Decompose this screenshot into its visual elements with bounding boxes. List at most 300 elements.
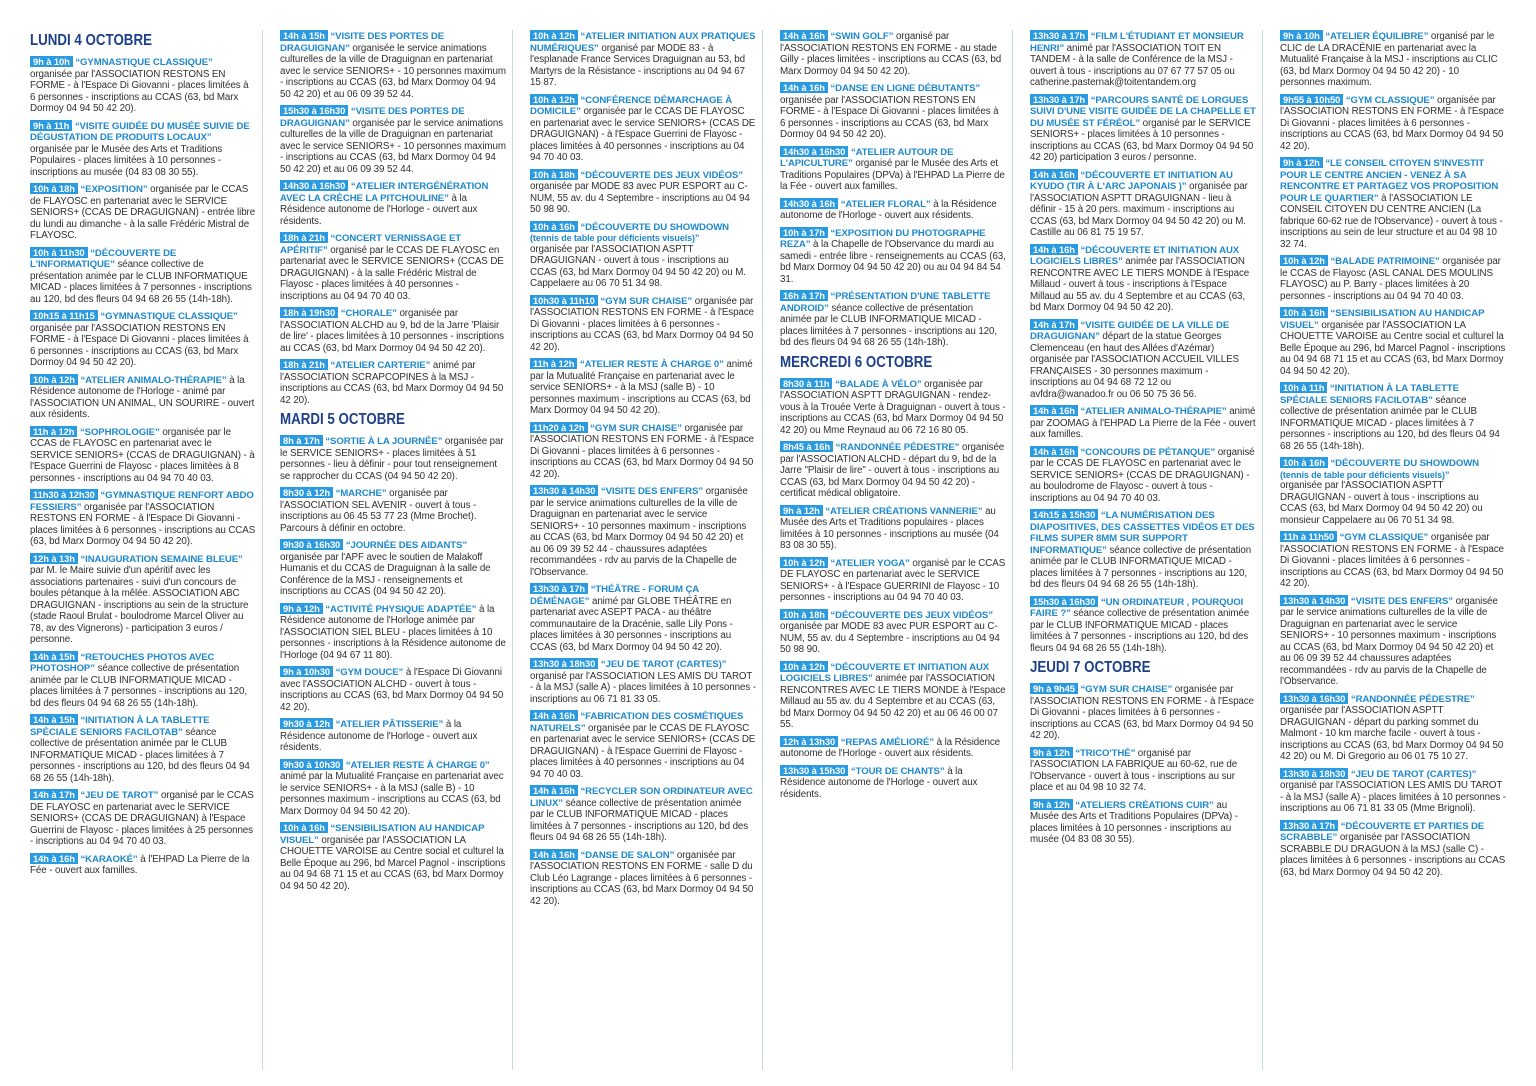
column-divider xyxy=(1012,30,1013,1070)
event-description: organisée par MODE 83 avec PUR ESPORT au C-NUM, 55 av. du 4 Septembre - inscriptions au 04 94 50 98 90. xyxy=(780,621,1000,655)
event-title: “RETOUCHES PHOTOS AVEC PHOTOSHOP” xyxy=(30,651,215,674)
event-description: séance collective de présentation animée par le CLUB INFORMATIQUE MICAD - places limitées à 7 personnes - inscriptions au 120, bd des fleurs 04 94 68 26 55 (14h-18h). xyxy=(30,259,252,305)
event-title: “GYMNASTIQUE CLASSIQUE” xyxy=(100,311,238,322)
event-title: “DÉCOUVERTE ET INITIATION AUX LOGICIELS LIBRES” xyxy=(780,661,990,684)
event-item xyxy=(1280,157,1506,250)
event-item xyxy=(780,378,1006,437)
event-item xyxy=(530,169,756,216)
event-title: “JEU DE TAROT (CARTES)” xyxy=(600,659,727,670)
time-badge: 13h30 à 18h30 xyxy=(1280,768,1348,779)
event-title: “ATELIER INTERGÉNÉRATION AVEC LA CRÈCHE LA PITCHOULINE” xyxy=(280,181,489,204)
event-description: organisée par l'ASSOCIATION SCRABBLE DU DRAGUON à la MSJ (salle C) - places limitées à 6 personnes - inscriptions au CCAS (63, bd Marx Dormoy 04 94 50 42 20). xyxy=(1280,832,1506,878)
event-title: “INITIATION À LA TABLETTE SPÉCIALE SENIORS FACILOTAB” xyxy=(30,715,210,738)
event-description: organisée par le CCAS de FLAYOSC en partenariat avec le SERVICE SENIORS+ (CCAS DE DRAGUIGNAN) - entrée libre du lundi au dimanche - à la salle Frédéric Mistral de FLAYOSC. xyxy=(30,184,256,241)
schedule-column xyxy=(1022,30,1256,1070)
event-title: “GYM SUR CHAISE” xyxy=(600,295,693,307)
event-title: “ATELIER ÉQUILIBRE” xyxy=(1325,31,1429,42)
event-description: organisée par l'ASSOCIATION LA CHOUETTE VAROISE au Centre social et culturel la Belle Époque au 296, bd Marcel Pagnol - inscriptions au 04 94 68 71 15 et au CCAS (63, bd Marx Dormoy 04 94 50 42 20). xyxy=(280,834,506,892)
event-item xyxy=(1030,446,1256,505)
event-description: organisé par le CCAS DE FLAYOSC en partenariat avec le SERVICE SENIORS+ (CCAS DE DRAGUIGNAN) - au boulodrome de Flayosc - ouvert à tous - inscriptions au 04 94 70 40 03. xyxy=(1030,446,1255,504)
event-description: séance collective de présentation animée par le CLUB INFORMATIQUE MICAD - places limitées à 7 personnes - inscriptions au 120, bd des fleurs 04 94 68 26 55 (14h-18h). xyxy=(780,302,997,348)
event-title: “EXPOSITION” xyxy=(80,184,148,195)
time-badge: 10h à 18h xyxy=(530,169,578,180)
event-title: “GYM CLASSIQUE” xyxy=(1339,532,1429,543)
event-item xyxy=(1280,30,1506,89)
event-title: “DÉCOUVERTE DU SHOWDOWN xyxy=(1330,458,1480,469)
time-badge: 18h à 19h30 xyxy=(280,307,338,318)
day-heading: JEUDI 7 OCTOBRE xyxy=(1030,659,1151,676)
event-title: “JEU DE TAROT (CARTES)” xyxy=(1350,768,1477,780)
time-badge: 9h à 10h xyxy=(30,56,73,67)
event-item xyxy=(780,609,1006,656)
time-badge: 12h à 13h xyxy=(30,553,78,564)
event-title: “RANDONNÉE PÉDESTRE” xyxy=(835,442,960,453)
event-title: “ATELIER CARTERIE” xyxy=(330,360,431,371)
event-item xyxy=(1030,683,1256,742)
event-title: “RECYCLER SON ORDINATEUR AVEC LINUX” xyxy=(530,786,753,809)
time-badge: 10h à 16h xyxy=(280,822,328,833)
event-item xyxy=(30,853,256,877)
event-title: “LA NUMÉRISATION DES DIAPOSITIVES, DES CASSETTES VIDÉOS ET DES FILMS SUPER 8MM SUR SUPPORT INFORMATIQUE” xyxy=(1030,510,1255,556)
event-item xyxy=(1030,509,1256,591)
event-item xyxy=(780,736,1006,760)
event-item xyxy=(1280,307,1506,377)
time-badge: 9h à 12h xyxy=(280,603,323,614)
event-description: par M. le Maire suivie d'un apéritif avec les associations partenaires - suivi d'un concours de boules pétanque à la mêlée. ASSOCIATION ABC DRAGUIGNAN - inscriptions au sein de la structure (stade Raoul Brulat - boulodrome Marcel Oliver au 78, av des Vignerons) - participation 3 euros / personne. xyxy=(30,565,249,645)
time-badge: 9h à 12h xyxy=(780,505,823,516)
event-item xyxy=(1280,768,1506,815)
event-description: organisée par l'APF avec le soutien de Malakoff Humanis et du CCAS de Draguignan à la salle de Conférence de la MSJ - renseignements et inscriptions au CCAS (04 94 50 42 20). xyxy=(280,551,491,597)
event-title: “DANSE EN LIGNE DÉBUTANTS” xyxy=(830,83,981,94)
event-description: animé par la Mutualité Française en partenariat avec le service SENIORS+ - à la MSJ (salle B) - 10 personnes maximum - inscriptions au CCAS (63, bd Marx Dormoy 04 94 50 42 20). xyxy=(280,771,504,817)
time-badge: 9h à 9h45 xyxy=(1030,683,1078,694)
event-description: organisé par le CLIC de LA DRACÉNIE en partenariat avec la Mutualité Française à la MSJ - inscriptions au CLIC (63, bd Marx Dormoy 04 94 50 42 20) - 10 personnes maximum. xyxy=(1280,31,1498,88)
event-title: “DÉCOUVERTE ET INITIATION AU KYUDO (TIR À L'ARC JAPONAIS )” xyxy=(1030,169,1233,192)
event-item xyxy=(780,30,1006,77)
event-item xyxy=(530,785,756,844)
time-badge: 11h à 12h xyxy=(30,426,77,437)
event-item xyxy=(530,849,756,908)
time-badge: 13h30 à 15h30 xyxy=(780,765,848,776)
time-badge: 13h30 à 17h xyxy=(1280,820,1338,831)
event-title: “VISITE GUIDÉE DU MUSÉE SUIVIE DE DÉGUSTATION DE PRODUITS LOCAUX” xyxy=(30,120,250,143)
event-description: organisée par le service animations culturelles de la ville de Draguignan en partenariat avec le service SENIORS+ - 10 personnes maximum - inscriptions au CCAS (63, bd Marx Dormoy 04 94 50 42 20) et au 06 09 39 52 44. xyxy=(280,117,506,175)
time-badge: 14h30 à 16h30 xyxy=(280,180,348,191)
event-item xyxy=(280,180,506,227)
event-subtitle: (tennis de table pour déficients visuels)” xyxy=(1280,469,1450,480)
event-description: séance collective de présentation animée par le CLUB INFORMATIQUE MICAD - places limitées à 7 personnes - inscriptions au 120, bd des fleurs 04 94 68 26 55 (14h-18h). xyxy=(530,797,749,843)
event-item xyxy=(530,485,756,578)
time-badge: 15h30 à 16h30 xyxy=(280,105,348,116)
time-badge: 14h à 16h xyxy=(780,82,828,93)
time-badge: 14h30 à 16h30 xyxy=(780,146,848,157)
event-description: organisée par l'ASSOCIATION ASPTT DRAGUIGNAN - rendez-vous à la Trouée Verte à Draguignan - ouvert à tous - inscriptions au CCAS (63, bd Marx Dormoy 04 94 50 42 20) ou Mme Reynaud au 06 72 16 80 05. xyxy=(780,378,1006,436)
event-item xyxy=(1030,30,1256,89)
event-description: séance collective de présentation animée par le CLUB INFORMATIQUE MICAD - places limitées à 7 personnes - inscriptions au 120, bd des fleurs 04 94 68 26 55 (14h-18h). xyxy=(1280,394,1500,452)
time-badge: 10h à 18h xyxy=(780,609,828,620)
event-description: à l'ASSOCIATION LE CONSEIL CITOYEN DU CENTRE ANCIEN (La fabrique 60-62 rue de l'Observance) - ouvert à tous - inscriptions au sein de leur structure et au 04 98 10 32 74. xyxy=(1280,192,1503,250)
time-badge: 18h à 21h xyxy=(280,359,328,370)
event-description: à l'Espace Di Giovanni avec l'ASSOCIATION ALCHD - ouvert à tous - inscriptions au CCAS (63, bd Marx Dormoy 04 94 50 42 20). xyxy=(280,667,504,713)
column-divider xyxy=(762,30,763,1070)
event-description: départ de la statue Georges Clemenceau (en haut des Allées d'Azémar) organisée par l'ASSOCIATION ACCUEIL VILLES FRANÇAISES - 30 personnes maximum - inscriptions au 04 94 68 72 12 ou avfdra@wanadoo.fr ou 06 50 75 36 56. xyxy=(1030,331,1239,400)
event-item xyxy=(280,666,506,713)
event-title: “DÉCOUVERTE DES JEUX VIDÉOS” xyxy=(580,169,743,181)
event-title: “ATELIER FLORAL” xyxy=(840,198,931,210)
time-badge: 10h à 12h xyxy=(530,94,578,105)
column-divider xyxy=(262,30,263,1070)
event-item xyxy=(1030,747,1256,794)
time-badge: 10h à 12h xyxy=(30,374,78,385)
time-badge: 9h à 10h xyxy=(1280,30,1323,41)
event-title: “DÉCOUVERTE DU SHOWDOWN xyxy=(580,221,730,233)
event-description: organisé par le CCAS DE FLAYOSC en partenariat avec le SERVICE SENIORS+ - à l'Espace GUERRINI de Flayosc - 10 personnes - inscriptions au 04 94 70 40 03. xyxy=(780,557,1006,603)
event-item xyxy=(1030,169,1256,239)
event-description: organisée par l'ASSOCIATION RESTONS EN FORME - à l'Espace Di Giovanni - places limitées à 6 personnes - inscriptions au CCAS (63, bd Marx Dormoy 04 94 50 42 20). xyxy=(30,322,249,368)
time-badge: 11h30 à 12h30 xyxy=(30,489,98,500)
event-item xyxy=(530,583,756,653)
event-item xyxy=(30,374,256,421)
event-title: “VISITE GUIDÉE DE LA VILLE DE DRAGUIGNAN” xyxy=(1030,319,1230,342)
event-description: organisée par l'ASSOCIATION RESTONS EN FORME - salle D du Club Léo Lagrange - places limitées à 6 personnes - inscriptions au CCAS (63, bd Marx Dormoy 04 94 50 42 20). xyxy=(530,849,754,907)
event-description: au Musée des Arts et Traditions Populaires (DPVa) - places limitées à 10 personnes - inscriptions au musée (04 83 08 30 55). xyxy=(1030,799,1238,845)
time-badge: 14h à 16h xyxy=(530,710,578,721)
event-description: organisée par l'ASSOCIATION ASPTT DRAGUIGNAN - ouvert à tous - inscriptions au CCAS (63, bd Marx Dormoy 04 94 50 42 20) ou M. Cappelaere au 06 70 51 34 98. xyxy=(530,243,746,289)
event-title: “TRICO'THÉ” xyxy=(1075,747,1136,759)
time-badge: 10h à 16h xyxy=(1280,457,1328,468)
event-item xyxy=(1030,319,1256,401)
time-badge: 9h à 12h xyxy=(1030,799,1073,810)
event-item xyxy=(530,358,756,417)
time-badge: 10h à 12h xyxy=(1280,255,1328,266)
event-description: organisé par l'ASSOCIATION LES AMIS DU TAROT - à la MSJ (salle A) - places limitées à 10 personnes - inscriptions au 06 71 81 33 05. xyxy=(530,670,756,705)
event-item xyxy=(1280,382,1506,452)
event-title: “ATELIER ANIMALO-THÉRAPIE” xyxy=(1080,406,1227,417)
event-description: organisé par MODE 83 - à l'esplanade France Services Draguignan au 53, bd Martyrs de la Résistance - inscriptions au 04 94 67 15 87. xyxy=(530,42,745,88)
event-description: organisée par l'ASSOCIATION RESTONS EN FORME - à l'Espace Di Giovanni - places limitées à 6 personnes - inscriptions au CCAS (63, bd Marx Dormoy 04 94 50 42 20). xyxy=(780,94,999,140)
time-badge: 9h30 à 16h30 xyxy=(280,539,343,550)
event-title: “CHORALE” xyxy=(340,308,397,319)
event-title: “ATELIERS CRÉATIONS CUIR” xyxy=(1075,799,1214,811)
event-title: “GYM SUR CHAISE” xyxy=(590,422,682,434)
event-title: “CONCERT VERNISSAGE ET APÉRITIF” xyxy=(280,233,461,256)
event-description: organisée par le CCAS DE FLAYOSC en partenariat avec le service SENIORS+ (CCAS DE DRAGUIGNAN) - à l'Espace Guerrini de Flayosc - places limitées à 40 personnes - inscriptions au 04 94 70 40 03. xyxy=(530,722,756,780)
event-description: animé par ZOOMAG à l'EHPAD La Pierre de la Fée - ouvert aux familles. xyxy=(1030,406,1256,440)
time-badge: 10h à 16h xyxy=(530,221,578,232)
event-item xyxy=(1030,244,1256,314)
time-badge: 11h à 12h xyxy=(530,358,577,369)
time-badge: 13h30 à 17h xyxy=(1030,94,1088,105)
event-item xyxy=(780,441,1006,500)
time-badge: 10h15 à 11h15 xyxy=(30,310,98,321)
event-title: “DÉCOUVERTE ET INITIATION AUX LOGICIELS LIBRES” xyxy=(1030,244,1240,267)
event-description: séance collective de présentation animée par le CLUB INFORMATIQUE MICAD - places limitées à 7 personnes - inscriptions au 120, bd des fleurs 04 94 68 26 55 (14h-18h). xyxy=(1030,544,1252,590)
event-title: “GYM CLASSIQUE” xyxy=(1345,94,1435,106)
event-description: à la Résidence autonome de l'Horloge - ouvert aux résidents. xyxy=(280,719,478,753)
time-badge: 14h à 15h xyxy=(30,714,78,725)
event-description: organisée par l'ASSOCIATION RESTONS EN FORME - à l'Espace Di Giovanni - places limitées à 6 personnes - inscriptions au CCAS (63, bd Marx Dormoy 04 94 50 42 20). xyxy=(30,68,249,114)
event-description: à la Chapelle de l'Observance du mardi au samedi - entrée libre - renseignements au CCAS (63, bd Marx Dormoy 04 94 50 42 20) ou au 04 94 84 54 31. xyxy=(780,239,1006,285)
event-title: “MARCHE” xyxy=(335,488,387,499)
time-badge: 14h30 à 16h xyxy=(780,198,838,209)
time-badge: 14h à 15h xyxy=(280,30,328,41)
event-item xyxy=(280,603,506,662)
schedule-column xyxy=(1272,30,1506,1070)
event-title: “BALADE PATRIMOINE” xyxy=(1330,256,1440,267)
event-item xyxy=(30,310,256,369)
event-title: “DANSE DE SALON” xyxy=(580,849,675,861)
event-item xyxy=(780,557,1006,604)
event-title: “JOURNÉE DES AIDANTS” xyxy=(345,540,468,551)
event-item xyxy=(530,422,756,481)
event-item xyxy=(780,198,1006,222)
event-title: “ATELIER CRÉATIONS VANNERIE” xyxy=(825,505,983,517)
event-title: “ATELIER AUTOUR DE L'APICULTURE” xyxy=(780,146,954,169)
time-badge: 12h à 13h30 xyxy=(780,736,838,747)
time-badge: 10h à 17h xyxy=(780,227,828,238)
time-badge: 9h à 12h xyxy=(1030,747,1073,758)
time-badge: 13h30 à 16h30 xyxy=(1280,693,1348,704)
event-title: “INAUGURATION SEMAINE BLEUE” xyxy=(80,553,243,565)
event-item xyxy=(1280,531,1506,590)
event-item xyxy=(280,539,506,598)
time-badge: 8h30 à 12h xyxy=(280,487,333,498)
event-item xyxy=(280,435,506,482)
time-badge: 14h à 16h xyxy=(530,785,578,796)
event-description: organisée par l'ASSOCIATION RESTONS EN FORME - à l'Espace Di Giovanni - places limitées à 6 personnes - inscriptions au CCAS (63, bd Marx Dormoy 04 94 50 42 20). xyxy=(1030,684,1254,741)
event-description: animée par l'ASSOCIATION RENCONTRES AVEC LE TIERS MONDE à l'Espace Millaud au 55 av. du 4 Septembre et au CCAS (63, bd Marx Dormoy 04 94 50 42 20) et au 06 46 00 07 55. xyxy=(780,673,1006,730)
event-description: organisée par le CCAS de FLAYOSC en partenariat avec le SERVICE SENIORS+ (CCAS de DRAGUIGNAN) - à l'Espace Guerrini de Flayosc - places limitées à 8 personnes - inscriptions au 04 94 70 40 03. xyxy=(30,426,255,484)
event-description: organisée par le Musée des Arts et Traditions Populaires - places limitées à 10 personnes - inscriptions au musée (04 83 08 30 55). xyxy=(30,143,223,178)
event-description: animé par l'ASSOCIATION SCRAPCOPINES à la MSJ - inscriptions au CCAS (63, bd Marx Dormoy 04 94 50 42 20). xyxy=(280,360,504,406)
time-badge: 10h à 12h xyxy=(530,30,578,41)
event-description: organisée par le service animations culturelles de la ville de Draguignan en partenariat avec le service SENIORS+ - 10 personnes maximum - inscriptions au CCAS (63, bd Marx Dormoy 04 94 50 42 20) et au 06 09 39 52 44 - chaussures adaptées recommandées - rdv au parvis de la Chapelle de l'Observance. xyxy=(530,486,748,578)
event-title: “BALADE À VÉLO” xyxy=(835,378,922,390)
event-item xyxy=(30,247,256,306)
event-description: organisé par le CCAS DE FLAYOSC en partenariat avec le SERVICE SENIORS+ (CCAS DE DRAGUIGNAN) à l'Espace Guerrini de Flayosc - places limitées à 25 personnes - inscriptions au 04 94 70 40 03. xyxy=(30,790,254,847)
event-item xyxy=(30,651,256,710)
event-description: animé par GLOBE THÉÂTRE en partenariat avec ASEPT PACA - au théâtre communautaire de la Dracénie, salle Lily Pons - places limitées à 30 personnes - inscriptions au CCAS (63, bd Marx Dormoy 04 94 50 42 20). xyxy=(530,595,733,653)
event-description: organisée par l'ASSOCIATION ASPTT DRAGUIGNAN - lieu à définir - 15 à 20 pers. maximum - inscriptions au CCAS (63, bd Marx Dormoy 04 94 50 42 20) ou M. Castille au 06 81 75 19 57. xyxy=(1030,181,1248,238)
event-title: “SORTIE À LA JOURNÉE” xyxy=(325,436,443,447)
event-title: “ACTIVITÉ PHYSIQUE ADAPTÉE” xyxy=(325,603,477,615)
event-item xyxy=(30,789,256,848)
time-badge: 14h à 16h xyxy=(1030,244,1078,255)
event-description: séance collective de présentation animée par le CLUB INFORMATIQUE MICAD - places limitées à 7 personnes - inscriptions au 120, bd des fleurs 04 94 68 26 55 (14h-18h). xyxy=(30,726,250,784)
event-title: “DÉCOUVERTE ET PARTIES DE SCRABBLE” xyxy=(1280,820,1485,843)
time-badge: 8h45 à 16h xyxy=(780,441,833,452)
event-title: “INITIATION À LA TABLETTE SPÉCIALE SENIORS FACILOTAB” xyxy=(1280,383,1459,406)
event-description: à l'EHPAD La Pierre de la Fée - ouvert aux familles. xyxy=(30,853,250,876)
event-item xyxy=(280,487,506,534)
event-title: “PARCOURS SANTÉ DE LORGUES SUIVI D'UNE VISITE GUIDÉE DE LA CHAPELLE ET DU MUSÉE ST FÉRÉOL” xyxy=(1030,94,1256,129)
event-description: à la Résidence autonome de l'Horloge - animé par l'ASSOCIATION UN ANIMAL, UN SOURIRE - ouvert aux résidents. xyxy=(30,374,255,420)
event-description: organisé par le SERVICE SENIORS+ - places limitées à 10 personnes - inscriptions au CCAS (63, bd Marx Dormoy 04 94 50 42 20) participation 3 euros / personne. xyxy=(1030,117,1254,163)
day-heading: LUNDI 4 OCTOBRE xyxy=(30,32,152,49)
event-item xyxy=(530,30,756,89)
event-item xyxy=(780,82,1006,141)
time-badge: 14h à 17h xyxy=(1030,319,1078,330)
time-badge: 14h15 à 15h30 xyxy=(1030,509,1098,520)
event-item xyxy=(30,489,256,548)
event-description: animé par la Mutualité Française en partenariat avec le service SENIORS+ - à la MSJ (salle B) - 10 personnes maximum - inscriptions au CCAS (63, bd Marx Dormoy 04 94 50 42 20). xyxy=(530,359,753,416)
time-badge: 9h30 à 10h30 xyxy=(280,759,343,770)
event-description: organisée par l'ASSOCIATION RESTONS EN FORME - à l'Espace Di Giovanni - places limitées à 6 personnes - inscriptions au CCAS (63, bd Marx Dormoy 04 94 50 42 20). xyxy=(30,501,256,547)
event-title: “GYMNASTIQUE CLASSIQUE” xyxy=(75,57,213,68)
event-description: organisé par l'ASSOCIATION LES AMIS DU TAROT - à la MSJ (salle A) - places limitées à 10 personnes - inscriptions au 06 71 81 33 05 (Mme Brignoli). xyxy=(1280,780,1506,814)
time-badge: 14h à 16h xyxy=(1030,446,1078,457)
time-badge: 10h à 16h xyxy=(1280,307,1328,318)
event-description: animée par l'ASSOCIATION RENCONTRE AVEC LE TIERS MONDE à l'Espace Millaud - ouvert à tous - inscriptions à l'Espace Millaud au 55 av. du 4 Septembre et au CCAS (63, bd Marx Dormoy 04 94 50 42 20). xyxy=(1030,256,1250,313)
time-badge: 10h à 11h xyxy=(1280,382,1327,393)
event-item xyxy=(1280,457,1506,526)
event-description: organisée par l'ASSOCIATION LA CHOUETTE VAROISE au Centre social et culturel la Belle Époque au 296, bd Marcel Pagnol - inscriptions au 04 94 68 71 15 et au CCAS (63, bd Marx Dormoy 04 94 50 42 20). xyxy=(1280,319,1506,377)
event-description: organisée par le service animations culturelles de la ville de Draguignan en partenariat avec le service SENIORS+ - 10 personnes maximum - inscriptions au CCAS (63, bd Marx Dormoy 04 94 50 42 20) et au 06 09 39 52 44 chaussures adaptées recommandées - rdv au parvis de la Chapelle de l'Observance. xyxy=(1280,595,1498,687)
event-title: “LE CONSEIL CITOYEN S'INVESTIT POUR LE CENTRE ANCIEN - VENEZ À SA RENCONTRE ET PARTAGEZ VOS PROPOSITION POUR LE QUARTIER” xyxy=(1280,158,1499,204)
event-item xyxy=(280,718,506,754)
event-title: “RANDONNÉE PÉDESTRE” xyxy=(1350,693,1475,705)
schedule-column xyxy=(772,30,1006,1070)
event-item xyxy=(280,30,506,100)
event-title: “FABRICATION DES COSMÉTIQUES NATURELS” xyxy=(530,711,744,734)
event-description: organisée par l'ASSOCIATION SEL AVENIR - ouvert à tous - inscriptions au 06 45 53 77 23 (Mme Brochet). Parcours à définir en octobre. xyxy=(280,488,477,534)
time-badge: 14h à 16h xyxy=(1030,405,1078,416)
event-item xyxy=(280,359,506,406)
event-item xyxy=(1030,405,1256,441)
event-description: organisée par MODE 83 avec PUR ESPORT au C-NUM, 55 av. du 4 Septembre - inscriptions au 04 94 50 98 90. xyxy=(530,181,750,215)
event-title: “VISITE DES PORTES DE DRAGUIGNAN” xyxy=(280,31,445,54)
event-title: “SWIN GOLF” xyxy=(830,31,894,42)
event-item xyxy=(1280,255,1506,302)
event-subtitle: (tennis de table pour déficients visuels)” xyxy=(530,233,700,243)
time-badge: 14h à 16h xyxy=(780,30,828,41)
event-item xyxy=(280,232,506,302)
event-description: organisée par l'ASSOCIATION ASPTT DRAGUIGNAN - départ du parking sommet du Malmont - 10 km marche facile - ouvert à tous - inscriptions au CCAS (63, bd Marx Dormoy 04 94 50 42 20) ou M. Di Gregorio au 06 01 75 10 27. xyxy=(1280,705,1504,762)
event-item xyxy=(1280,595,1506,688)
event-description: organisée par le CCAS DE FLAYOSC en partenariat avec le service SENIORS+ (CCAS DE DRAGUIGNAN) - à l'Espace Guerrini de Flayosc - places limitées à 40 personnes - inscriptions au 04 94 70 40 03. xyxy=(530,106,756,163)
time-badge: 9h30 à 12h xyxy=(280,718,333,729)
event-description: organisé par l'ASSOCIATION RESTONS EN FORME - au stade Gilly - places limitées - inscriptions au CCAS (63, bd Marx Dormoy 04 94 50 42 20). xyxy=(780,31,1002,77)
event-title: “FILM L'ÉTUDIANT ET MONSIEUR HENRI” xyxy=(1030,31,1244,54)
event-title: “SENSIBILISATION AU HANDICAP VISUEL” xyxy=(280,823,485,846)
time-badge: 13h30 à 14h30 xyxy=(1280,595,1348,606)
event-title: “GYM SUR CHAISE” xyxy=(1080,684,1173,695)
event-item xyxy=(1280,693,1506,763)
event-title: “GYM DOUCE” xyxy=(335,667,404,678)
event-item xyxy=(530,658,756,705)
event-description: organisée par le SERVICE SENIORS+ - places limitées à 51 personnes - lieu à définir - pour tout renseignement se rapprocher du CCAS (04 94 50 42 20). xyxy=(280,436,504,482)
event-item xyxy=(780,290,1006,349)
time-badge: 10h à 12h xyxy=(780,661,828,672)
event-item xyxy=(30,426,256,485)
time-badge: 13h30 à 18h30 xyxy=(530,658,598,669)
event-title: “CONFÉRENCE DÉMARCHAGE À DOMICILE” xyxy=(530,94,733,117)
event-item xyxy=(530,221,756,290)
event-item xyxy=(1030,596,1256,655)
event-item xyxy=(780,661,1006,731)
time-badge: 13h30 à 14h30 xyxy=(530,485,598,496)
event-title: “ATELIER ANIMALO-THÉRAPIE” xyxy=(80,374,227,386)
time-badge: 10h à 11h30 xyxy=(30,247,88,258)
time-badge: 16h à 17h xyxy=(780,290,828,301)
event-description: organisé par l'ASSOCIATION LA FABRIQUE au 60-62, rue de l'Observance - ouvert à tous - inscriptions au sur place et au 04 98 10 32 74. xyxy=(1030,747,1238,793)
event-description: à la Résidence autonome de l'Horloge animée par l'ASSOCIATION SIEL BLEU - places limitées à 10 personnes - inscriptions à la Résidence autonome de l'Horloge (04 94 67 11 80). xyxy=(280,603,506,661)
event-description: à la Résidence autonome de l'Horloge - ouvert aux résidents. xyxy=(780,736,1001,759)
column-divider xyxy=(1262,30,1263,1070)
time-badge: 14h à 16h xyxy=(1030,169,1078,180)
time-badge: 14h à 16h xyxy=(530,849,578,860)
event-title: “VISITE DES PORTES DE DRAGUIGNAN” xyxy=(280,106,465,129)
time-badge: 9h à 11h xyxy=(30,120,72,131)
column-divider xyxy=(512,30,513,1070)
event-title: “ATELIER PÂTISSERIE” xyxy=(335,719,444,730)
event-description: organisée par l'ASSOCIATION ASPTT DRAGUIGNAN - ouvert à tous - inscriptions au CCAS (63, bd Marx Dormoy 04 94 50 42 20) ou monsieur Cappelaere au 06 70 51 34 98. xyxy=(1280,480,1483,526)
time-badge: 11h à 11h50 xyxy=(1280,531,1337,542)
time-badge: 9h55 à 10h50 xyxy=(1280,94,1343,105)
event-title: “ATELIER RESTE À CHARGE 0” xyxy=(345,759,490,771)
event-title: “VISITE DES ENFERS” xyxy=(1350,595,1453,607)
day-heading: MARDI 5 OCTOBRE xyxy=(280,411,405,428)
event-item xyxy=(280,105,506,175)
event-description: à la Résidence autonome de l'Horloge - ouvert aux résidents. xyxy=(780,198,997,221)
event-title: “ATELIER INITIATION AUX PRATIQUES NUMÉRIQUES” xyxy=(530,31,756,54)
event-title: “CONCOURS DE PÉTANQUE” xyxy=(1080,446,1216,458)
event-item xyxy=(30,56,256,115)
event-title: “DÉCOUVERTE DES JEUX VIDÉOS” xyxy=(830,609,993,621)
event-title: “ATELIER YOGA” xyxy=(830,557,910,569)
day-heading: MERCREDI 6 OCTOBRE xyxy=(780,353,933,371)
event-description: organisée par l'ASSOCIATION ALCHD au 9, bd de la Jarre 'Plaisir de lire' - places limitées à 10 personnes - inscriptions au CCAS (63, bd Marx Dormoy 04 94 50 42 20). xyxy=(280,308,504,354)
event-description: organisée par l'ASSOCIATION RESTONS EN FORME - à l'Espace Di Giovanni - places limitées à 6 personnes - inscriptions au CCAS (63, bd Marx Dormoy 04 94 50 42 20). xyxy=(530,422,754,480)
event-item xyxy=(780,227,1006,286)
event-description: animé par l'ASSOCIATION TOIT EN TANDEM - à la salle de Conférence de la MSJ - ouvert à tous - inscriptions au 07 67 77 57 05 ou catherine.pasternak@toitentandem.org xyxy=(1030,42,1235,88)
event-description: organisée par l'ASSOCIATION RESTONS EN FORME - à l'Espace Di Giovanni - places limitées à 6 personnes - inscriptions au CCAS (63, bd Marx Dormoy 04 94 50 42 20). xyxy=(530,295,754,353)
event-item xyxy=(1030,94,1256,164)
event-description: organisée par l'ASSOCIATION RESTONS EN FORME - à l'Espace Di Giovanni - places limitées à 6 personnes - inscriptions au CCAS (63, bd Marx Dormoy 04 94 50 42 20). xyxy=(1280,532,1504,589)
event-description: organisée par l'ASSOCIATION RESTONS EN FORME - à l'Espace Di Giovanni - places limitées à 6 personnes - inscriptions au CCAS (63, bd Marx Dormoy 04 94 50 42 20). xyxy=(1280,94,1504,152)
time-badge: 10h à 18h xyxy=(30,183,78,194)
event-item xyxy=(1280,820,1506,879)
schedule-column xyxy=(522,30,756,1070)
time-badge: 14h à 17h xyxy=(30,789,78,800)
event-title: “KARAOKÉ” xyxy=(80,853,138,865)
event-item xyxy=(780,146,1006,193)
event-item xyxy=(30,553,256,646)
event-item xyxy=(1280,94,1506,153)
event-item xyxy=(530,94,756,164)
schedule-column xyxy=(22,30,256,1070)
event-description: séance collective de présentation animée par le CLUB INFORMATIQUE MICAD - places limitées à 7 personnes - inscriptions au 120, bd des fleurs 04 94 68 26 55 (14h-18h). xyxy=(30,663,247,709)
event-title: “JEU DE TAROT” xyxy=(80,790,159,801)
event-title: “EXPOSITION DU PHOTOGRAPHE REZA” xyxy=(780,227,986,250)
time-badge: 14h à 16h xyxy=(30,853,78,864)
event-title: “VISITE DES ENFERS” xyxy=(600,486,703,497)
event-description: organisée par le CCAS de Flayosc (ASL CANAL DES MOULINS FLAYOSC) au P. Barry - places limitées à 20 personnes - inscriptions au 04 94 70 40 03. xyxy=(1280,256,1501,302)
event-description: au Musée des Arts et Traditions populaires - places limitées à 10 personnes - inscriptions au musée (04 83 08 30 55). xyxy=(780,505,999,551)
schedule-column xyxy=(272,30,506,1070)
event-title: “TOUR DE CHANTS” xyxy=(850,765,945,777)
time-badge: 18h à 21h xyxy=(280,232,328,243)
event-description: organisé par le CCAS DE FLAYOSC en partenariat avec le SERVICE SENIORS+ (CCAS DE DRAGUIGNAN) - à la salle Frédéric Mistral de Flayosc - places limitées à 40 personnes - inscriptions au 04 94 70 40 03. xyxy=(280,244,504,302)
time-badge: 8h30 à 11h xyxy=(780,378,832,389)
time-badge: 14h à 15h xyxy=(30,651,78,662)
event-title: “GYMNASTIQUE RENFORT ABDO FESSIERS” xyxy=(30,490,254,513)
event-item xyxy=(530,295,756,354)
event-item xyxy=(780,505,1006,552)
event-item xyxy=(1030,799,1256,846)
time-badge: 10h30 à 11h10 xyxy=(530,295,598,306)
event-item xyxy=(280,759,506,818)
